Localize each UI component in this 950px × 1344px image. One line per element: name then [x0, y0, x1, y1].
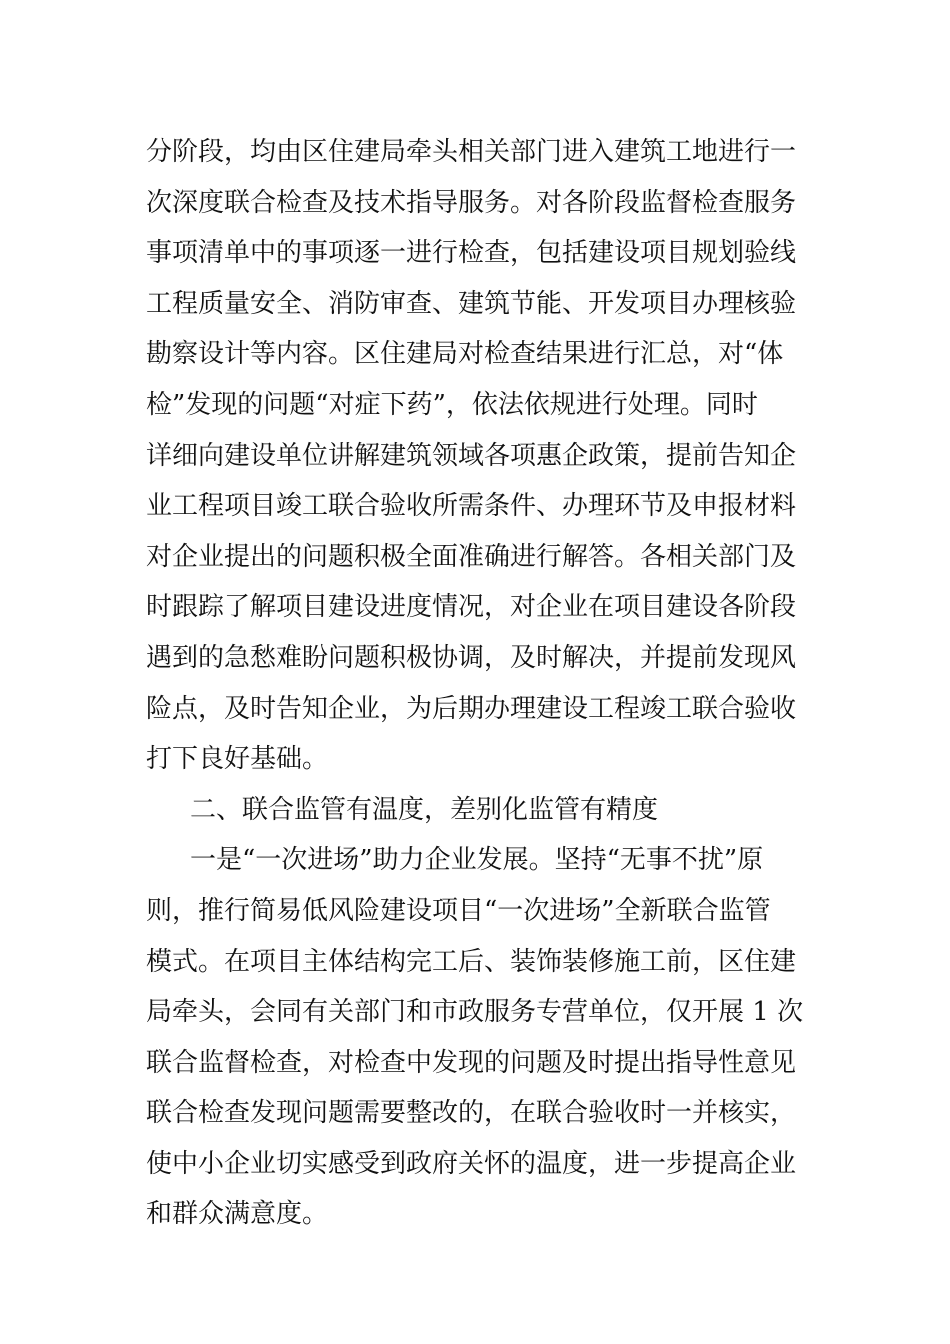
paragraph-line: 模式。在项目主体结构完工后、装饰装修施工前，区住建 [146, 946, 797, 977]
paragraph-line: 次深度联合检查及技术指导服务。对各阶段监督检查服务 [146, 187, 797, 218]
paragraph-line: 详细向建设单位讲解建筑领域各项惠企政策，提前告知企 [146, 440, 797, 471]
paragraph-line: 检”发现的问题“对症下药”，依法依规进行处理。同时 [146, 389, 758, 420]
paragraph-line: 和群众满意度。 [146, 1199, 329, 1230]
document-body [146, 127, 806, 1240]
paragraph-line: 事项清单中的事项逐一进行检查，包括建设项目规划验线 [146, 238, 797, 269]
paragraph-line: 工程质量安全、消防审查、建筑节能、开发项目办理核验 [146, 288, 797, 319]
paragraph-line: 则，推行简易低风险建设项目“一次进场”全新联合监管 [146, 895, 771, 926]
paragraph-line: 分阶段，均由区住建局牵头相关部门进入建筑工地进行一 [146, 137, 797, 167]
paragraph-line: 险点，及时告知企业，为后期办理建设工程竣工联合验收 [146, 693, 797, 724]
paragraph-line: 联合检查发现问题需要整改的，在联合验收时一并核实， [146, 1098, 797, 1129]
paragraph-line: 一是“一次进场”助力企业发展。坚持“无事不扰”原 [190, 845, 764, 876]
paragraph-line: 遇到的急愁难盼问题积极协调，及时解决，并提前发现风 [146, 642, 797, 673]
paragraph-line: 对企业提出的问题积极全面准确进行解答。各相关部门及 [146, 541, 797, 572]
paragraph-line: 局牵头，会同有关部门和市政服务专营单位，仅开展 1 次 [146, 997, 804, 1028]
paragraph-line: 业工程项目竣工联合验收所需条件、办理环节及申报材料 [146, 491, 797, 522]
section-heading: 二、联合监管有温度，差别化监管有精度 [190, 794, 659, 825]
paragraph-line: 打下良好基础。 [146, 744, 329, 775]
paragraph-line: 使中小企业切实感受到政府关怀的温度，进一步提高企业 [146, 1148, 797, 1179]
paragraph-line: 勘察设计等内容。区住建局对检查结果进行汇总，对“体 [146, 339, 784, 370]
paragraph-line: 联合监督检查，对检查中发现的问题及时提出指导性意见 [146, 1047, 797, 1078]
paragraph-line: 时跟踪了解项目建设进度情况，对企业在项目建设各阶段 [146, 592, 797, 623]
